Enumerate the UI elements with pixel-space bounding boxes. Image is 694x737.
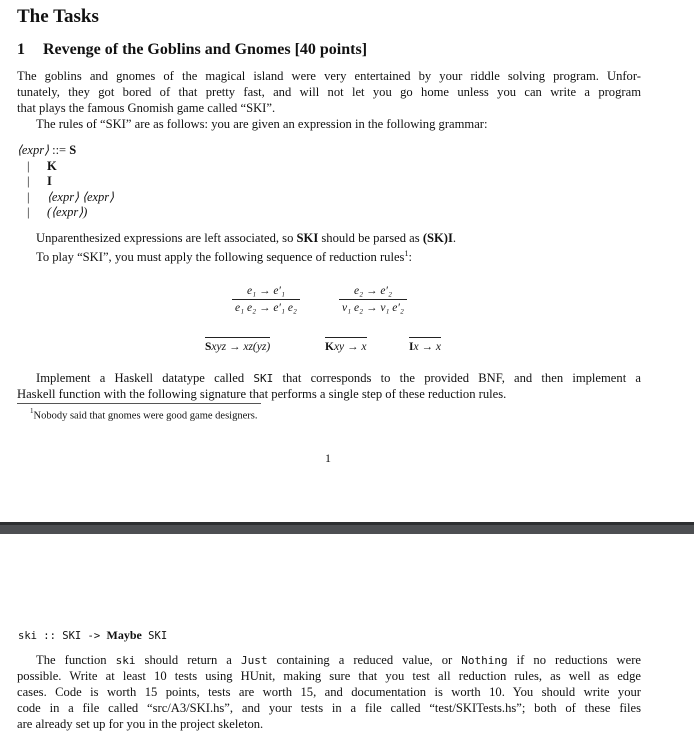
intro-line: tunately, they got bored of that pretty fast, and will not let you go home unless you can write a program — [17, 85, 641, 99]
intro-paragraph — [17, 68, 641, 116]
axiom-combinator: S — [205, 341, 212, 353]
signature-maybe: Maybe — [106, 628, 142, 642]
assoc-paragraph — [36, 230, 641, 265]
rule-app-right — [339, 285, 407, 314]
grammar-def: ::= — [48, 143, 70, 157]
description-text: should return a — [135, 653, 241, 667]
play-text: To play “SKI”, you must apply the following sequence of reduction rules — [36, 250, 405, 265]
footnote-text: Nobody said that gnomes were good game designers. — [33, 410, 258, 422]
grammar-lhs: ⟨expr⟩ — [17, 143, 49, 157]
rule-app-left — [232, 285, 300, 314]
footnote-number: 1 — [30, 407, 34, 415]
axiom-rule: xyz → xz(yz) — [211, 341, 271, 353]
section-title: Revenge of the Goblins and Gnomes [40 points] — [43, 41, 368, 58]
signature-code: ski :: SKI -> — [18, 630, 101, 642]
grammar-bar: | — [27, 205, 30, 219]
function-signature — [18, 628, 167, 643]
axiom-combinator: I — [409, 341, 414, 353]
rule-conclusion: v₁ e₂ → v₁ e′₂ — [342, 302, 404, 314]
axiom-k — [325, 337, 367, 353]
implement-text: that corresponds to the provided BNF, and then implement a — [273, 371, 641, 385]
grammar-bar: | — [27, 189, 30, 204]
grammar-alt-i: I — [47, 174, 52, 188]
description-text: if no reductions were — [507, 653, 642, 667]
intro-line: that plays the famous Gnomish game called “SKI”. — [17, 101, 276, 115]
grammar-alt-paren: (⟨expr⟩) — [47, 205, 88, 219]
description-paragraph — [17, 652, 641, 732]
implement-line — [17, 370, 641, 386]
signature-type: SKI — [148, 630, 168, 642]
footnote — [30, 408, 257, 422]
description-text: The function — [36, 653, 116, 667]
page-2 — [0, 534, 694, 737]
play-line — [36, 246, 641, 265]
axiom-rule: xy → x — [333, 341, 367, 353]
grammar-alt-s: S — [69, 143, 77, 157]
section-number: 1 — [17, 41, 25, 58]
assoc-line — [36, 230, 641, 246]
description-text: containing a reduced value, or — [267, 653, 462, 667]
rule-premise: e₂ → e′₂ — [353, 285, 392, 297]
description-line: code in a file called “src/A3/SKI.hs”, and your tests in a file called “test/SKITests.hs”; both of these files — [17, 701, 641, 715]
grammar-block — [17, 143, 114, 221]
axiom-combinator: K — [325, 341, 334, 353]
assoc-ski: SKI — [296, 231, 319, 245]
rules-line: The rules of “SKI” are as follows: you are given an expression in the following grammar: — [36, 117, 488, 131]
grammar-alt-app: ⟨expr⟩ ⟨expr⟩ — [47, 189, 115, 204]
implement-code: SKI — [253, 372, 274, 385]
description-line: cases. Code is worth 15 points, tests are worth 15, and documentation is worth 10. You should write your — [17, 685, 641, 699]
page-title: The Tasks — [17, 6, 99, 27]
intro-line: The goblins and gnomes of the magical island were very entertained by your riddle solving program. Unfor- — [17, 69, 641, 83]
description-line — [17, 652, 641, 668]
description-code: ski — [115, 654, 136, 667]
footnote-rule — [17, 403, 261, 404]
axiom-rule: x → x — [413, 341, 441, 353]
implement-line: Haskell function with the following signature that performs a single step of these reduction rules. — [17, 387, 507, 401]
rule-conclusion: e₁ e₂ → e′₁ e₂ — [235, 302, 297, 314]
assoc-text: Unparenthesized expressions are left associated, so — [36, 231, 297, 245]
footnote-marker: 1 — [404, 249, 409, 258]
section-heading — [17, 41, 367, 59]
axiom-s — [205, 337, 270, 353]
implement-text: Implement a Haskell datatype called — [36, 371, 254, 385]
page-number: 1 — [325, 451, 331, 465]
page-separator-shadow — [0, 522, 694, 525]
assoc-text: should be parsed as — [318, 231, 423, 245]
assoc-parsed: (SK)I — [422, 231, 453, 245]
assoc-text: . — [452, 231, 457, 245]
axiom-i — [409, 337, 441, 353]
rule-premise: e₁ → e′₁ — [246, 285, 285, 297]
page-separator — [0, 522, 694, 534]
description-line: possible. Write at least 10 tests using HUnit, making sure that you test all reduction rules, as well as edge — [17, 669, 641, 683]
rules-intro — [36, 116, 641, 132]
description-line: are already set up for you in the project skeleton. — [17, 717, 264, 731]
grammar-bar: | — [27, 158, 30, 173]
description-code: Just — [240, 654, 268, 667]
play-text: : — [408, 250, 412, 265]
grammar-bar: | — [27, 174, 30, 188]
description-code: Nothing — [461, 654, 508, 667]
implement-paragraph — [17, 370, 641, 402]
grammar-alt-k: K — [47, 158, 57, 173]
